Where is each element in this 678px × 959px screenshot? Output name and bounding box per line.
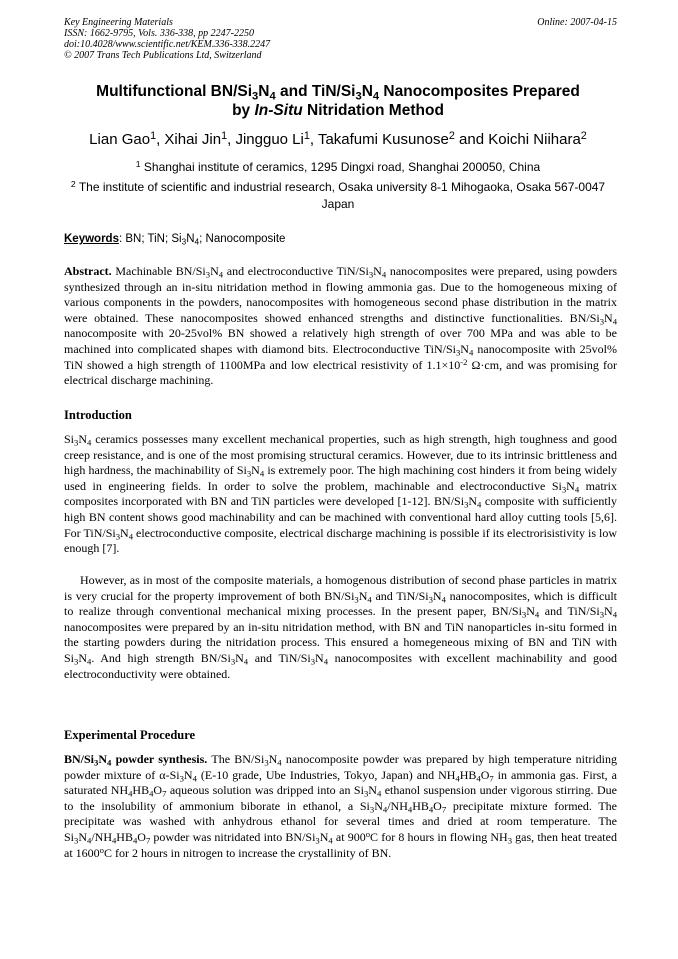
journal-header bbox=[64, 17, 617, 61]
issn-line: ISSN: 1662-9795, Vols. 336-338, pp 2247-2250 bbox=[64, 28, 254, 39]
doi-line: doi:10.4028/www.scientific.net/KEM.336-338.2247 bbox=[64, 39, 271, 50]
affiliation-1: $^1$ Shanghai institute of ceramics, 1295 Dingxi road, Shanghai 200050, China bbox=[135, 159, 541, 174]
online-date: Online: 2007-04-15 bbox=[537, 17, 617, 28]
abstract: Abstract. Machinable $BN/Si_3N_4$ and electroconductive TiN/$Si_3N_4$ nanocomposites were prepared, using powders synthesized through an in-situ nitridation method in flowing ammonia gas. Due to the homogeneous mixing of various components in the powders, nanocomposites with homogeneous second phase distribution in the matrix were obtained. These nanocomposites showed enhanced strengths and distinctive functionalities. $BN/Si_3N_4$ nanocomposite with 20-25vol% BN showed a relatively high strength of over 700 MPa and was able to be machined into complicated shapes with diamond bits. Electroconductive TiN/$Si_3N_4$ nanocomposite with 25vol% TiN showed a high strength of 1100MPa and low electrical resistivity of $1.1\times 10^{-2}$ Ω·cm, and was promising for electrical discharge machining. bbox=[64, 264, 617, 388]
powder-synthesis-subheading: $BN/Si_3N_4$ powder synthesis. bbox=[64, 752, 208, 768]
affiliation-2: $^2$ The institute of scientific and industrial research, Osaka university 8-1 Mihogaoka, Osaka 567-0047 Japan bbox=[70, 179, 606, 211]
journal-name: Key Engineering Materials bbox=[64, 17, 173, 28]
abstract-label: Abstract. bbox=[64, 264, 112, 278]
author-list: Lian Gao$^1$, Xihai Jin$^1$, Jingguo Li$^1$, Takafumi Kusunose$^2$ and Koichi Niihara$^2$ bbox=[89, 130, 587, 148]
introduction-paragraph-2: However, as in most of the composite materials, a homogenous distribution of second phase particles in matrix is very crucial for the property improvement of both $BN/Si_3N_4$ and TiN/$Si_3N_4$ nanocomposites, which is difficult to realize through conventional mechanical mixing processes. In the present paper, $BN/Si_3N_4$ and TiN/$Si_3N_4$ nanocomposites were prepared by an in-situ nitridation method, with BN and TiN nanoparticles in-situ formed in the starting powders during the nitridation process. This ensured a homegeneous mixing of BN and TiN with $Si_3N_4$. And high strength $BN/Si_3N_4$ and TiN/$Si_3N_4$ nanocomposites with excellent machinability and good electroconductivity were obtained. bbox=[64, 573, 618, 681]
introduction-heading: Introduction bbox=[64, 408, 132, 422]
introduction-paragraph-1: $Si_3N_4$ ceramics possesses many excellent mechanical properties, such as high strength, high toughness and good creep resistance, and is one of the most promising structural ceramics. However, due to its intrinsic brittleness and high hardness, the machinability of $Si_3N_4$ is extremely poor. The high machining cost hinders it from being widely used in engineering fields. In order to solve the problem, machinable and electroconductive $Si_3N_4$ matrix composites incorporated with BN and TiN particles were developed [1-12]. $BN/Si_3N_4$ composite with sufficiently high BN content shows good machinability and can be machined with conventional hard alloy cutting tools [5,6]. For TiN/$Si_3N_4$ electroconductive composite, electrical discharge machining is possible if its electrorisistivity is low enough [7]. bbox=[64, 432, 618, 556]
copyright-line: © 2007 Trans Tech Publications Ltd, Switzerland bbox=[64, 50, 262, 61]
experimental-paragraph: $BN/Si_3N_4$ powder synthesis. The $BN/Si_3N_4$ nanocomposite powder was prepared by high temperature nitriding powder mixture of $\alpha-Si_3N_4$ (E-10 grade, Ube Industries, Tokyo, Japan) and $NH_4HB_4O_7$ in ammonia gas. First, a saturated $NH_4HB_4O_7$ aqueous solution was dripped into an $Si_3N_4$ ethanol suspension under vigorous stirring. Due to the insolubility of ammonium biborate in ethanol, a $Si_3N_4/NH_4HB_4O_7$ precipitate mixture formed. The precipitate was washed with anhydrous ethanol for several times and dried at room temperature. The $Si_3N_4/NH_4HB_4O_7$ powder was nitridated into $BN/Si_3N_4$ at 900$^o$C for 8 hours in flowing $NH_3$ gas, then heat treated at 1600$^o$C for 2 hours in nitrogen to increase the crystallinity of BN. bbox=[64, 752, 617, 860]
keywords-label: Keywords bbox=[64, 233, 119, 245]
experimental-heading: Experimental Procedure bbox=[64, 728, 196, 742]
keywords: Keywords: BN; TiN; $Si_3N_4$; Nanocomposite bbox=[64, 233, 286, 247]
paper-title: Multifunctional $BN/Si_3N_4$ and TiN/$Si_3N_4$ Nanocomposites Prepared by In-Situ Nitridation Method bbox=[96, 83, 580, 119]
